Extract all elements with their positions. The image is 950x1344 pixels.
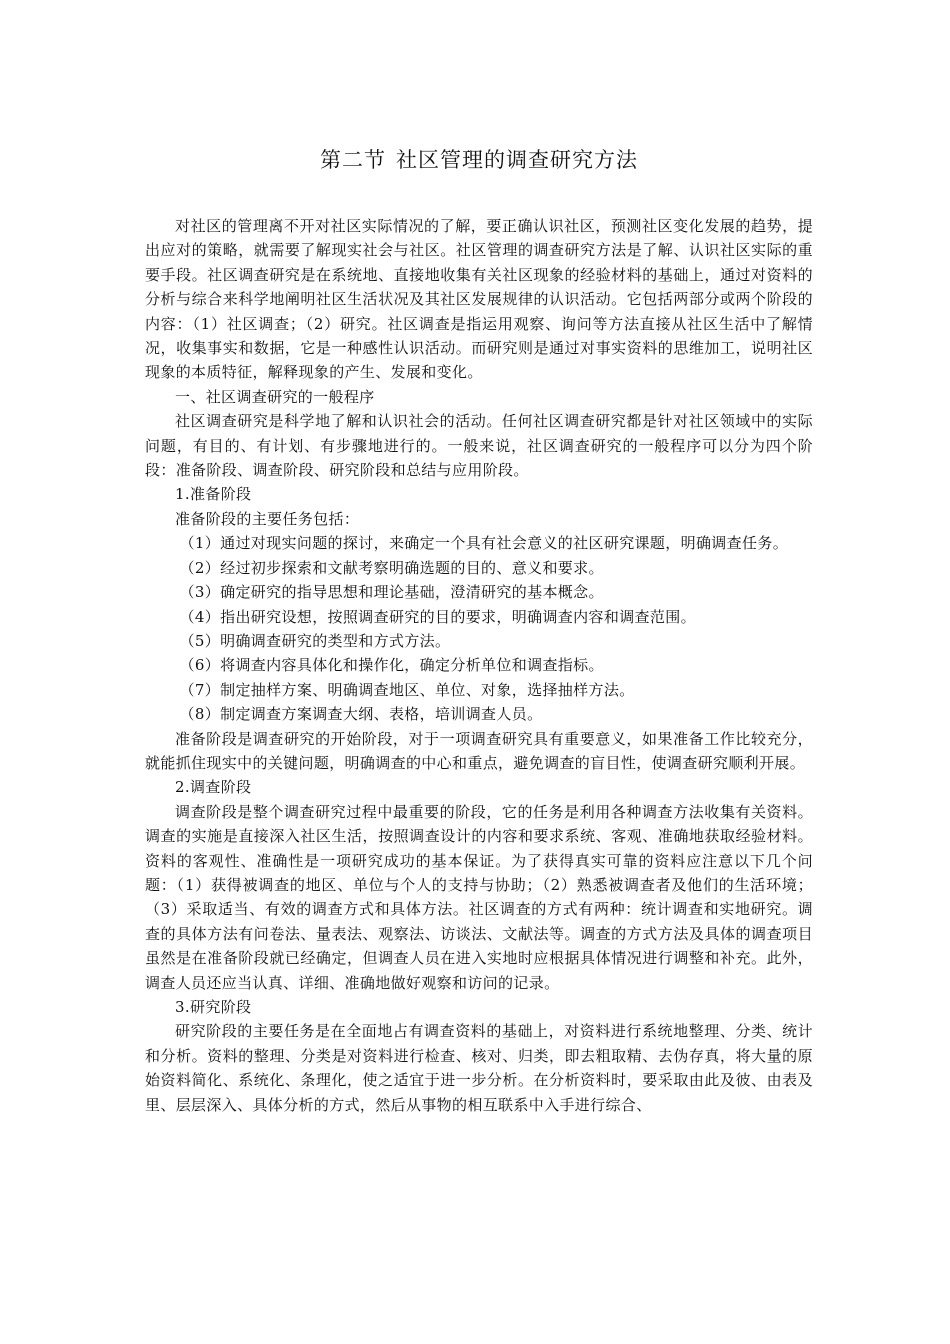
preparation-task-1: （1）通过对现实问题的探讨，来确定一个具有社会意义的社区研究课题，明确调查任务。 xyxy=(179,534,789,553)
preparation-task-4: （4）指出研究设想，按照调查研究的目的要求，明确调查内容和调查范围。 xyxy=(179,607,696,626)
preparation-task-6: （6）将调查内容具体化和操作化，确定分析单位和调查指标。 xyxy=(179,656,604,675)
document-page xyxy=(145,145,813,1117)
heading-preparation-stage: 1.准备阶段 xyxy=(175,485,252,504)
preparation-task-8: （8）制定调查方案调查大纲、表格，培训调查人员。 xyxy=(179,705,543,724)
preparation-summary-paragraph: 准备阶段是调查研究的开始阶段，对于一项调查研究具有重要意义，如果准备工作比较充分，就能抓住现实中的关键问题，明确调查的中心和重点，避免调查的盲目性，使调查研究顺利开展。 xyxy=(145,729,813,772)
survey-stage-paragraph: 调查阶段是整个调查研究过程中最重要的阶段，它的任务是利用各种调查方法收集有关资料。调查的实施是直接深入社区生活，按照调查设计的内容和要求系统、客观、准确地获取经验材料。资料的客观性、准确性是一项研究成功的基本保证。为了获得真实可靠的资料应注意以下几个问题：（1）获得被调查的地区、单位与个人的支持与协助；（2）熟悉被调查者及他们的生活环境；（3）采取适当、有效的调查方式和具体方法。社区调查的方式有两种：统计调查和实地研究。调查的具体方法有问卷法、量表法、观察法、访谈法、文献法等。调查的方式方法及具体的调查项目虽然是在准备阶段就已经确定，但调查人员在进入实地时应根据具体情况进行调整和补充。此外，调查人员还应当认真、详细、准确地做好观察和访问的记录。 xyxy=(145,802,813,992)
section-heading: 社区管理的调查研究方法 xyxy=(396,148,638,172)
procedure-paragraph: 社区调查研究是科学地了解和认识社会的活动。任何社区调查研究都是针对社区领域中的实际问题，有目的、有计划、有步骤地进行的。一般来说，社区调查研究的一般程序可以分为四个阶段：准备阶段、调查阶段、研究阶段和总结与应用阶段。 xyxy=(145,412,813,480)
heading-general-procedure: 一、社区调查研究的一般程序 xyxy=(175,387,375,406)
intro-paragraph: 对社区的管理离不开对社区实际情况的了解，要正确认识社区，预测社区变化发展的趋势，提出应对的策略，就需要了解现实社会与社区。社区管理的调查研究方法是了解、认识社区实际的重要手段。社区调查研究是在系统地、直接地收集有关社区现象的经验材料的基础上，通过对资料的分析与综合来科学地阐明社区生活状况及其社区发展规律的认识活动。它包括两部分或两个阶段的内容：（1）社区调查；（2）研究。社区调查是指运用观察、询问等方法直接从社区生活中了解情况，收集事实和数据，它是一种感性认识活动。而研究则是通过对事实资料的思维加工，说明社区现象的本质特征，解释现象的产生、发展和变化。 xyxy=(145,217,813,382)
section-title xyxy=(145,145,813,175)
preparation-task-3: （3）确定研究的指导思想和理论基础，澄清研究的基本概念。 xyxy=(179,583,604,602)
section-number: 第二节 xyxy=(320,148,386,172)
preparation-task-2: （2）经过初步探索和文献考察明确选题的目的、意义和要求。 xyxy=(179,558,604,577)
preparation-tasks-intro: 准备阶段的主要任务包括： xyxy=(175,509,360,528)
preparation-task-5: （5）明确调查研究的类型和方式方法。 xyxy=(179,631,451,650)
preparation-task-7: （7）制定抽样方案、明确调查地区、单位、对象，选择抽样方法。 xyxy=(179,680,635,699)
heading-survey-stage: 2.调查阶段 xyxy=(175,778,252,797)
research-stage-paragraph: 研究阶段的主要任务是在全面地占有调查资料的基础上，对资料进行系统地整理、分类、统计和分析。资料的整理、分类是对资料进行检查、核对、归类，即去粗取精、去伪存真，将大量的原始资料简化、系统化、条理化，使之适宜于进一步分析。在分析资料时，要采取由此及彼、由表及里、层层深入、具体分析的方式，然后从事物的相互联系中入手进行综合、 xyxy=(145,1022,813,1114)
heading-research-stage: 3.研究阶段 xyxy=(175,998,252,1016)
